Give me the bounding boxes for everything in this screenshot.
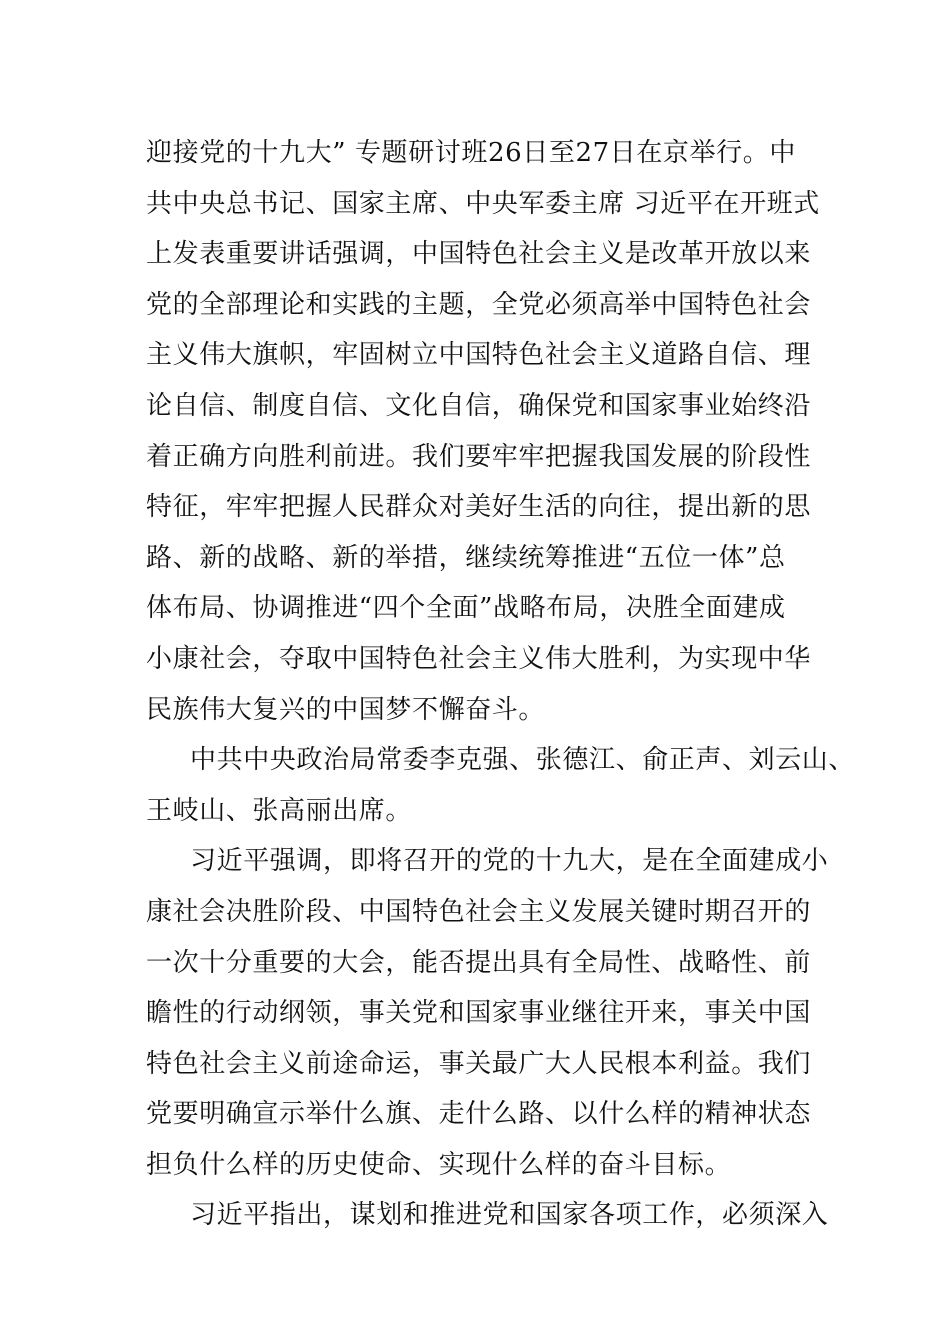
text-line: 论自信、制度自信、文化自信，确保党和国家事业始终沿 — [146, 390, 812, 421]
document-body — [146, 128, 856, 1241]
text-line: 体布局、协调推进“四个全面”战略布局，决胜全面建成 — [146, 593, 786, 624]
text-line: 着正确方向胜利前进。我们要牢牢把握我国发展的阶段性 — [146, 441, 812, 472]
text-line: 担负什么样的历史使命、实现什么样的奋斗目标。 — [146, 1149, 732, 1180]
text-line: 小康社会，夺取中国特色社会主义伟大胜利，为实现中华 — [146, 643, 812, 674]
text-line: 一次十分重要的大会，能否提出具有全局性、战略性、前 — [146, 947, 812, 978]
text-line: 迎接党的十九大” 专题研讨班26日至27日在京举行。中 — [146, 138, 796, 168]
text-line: 习近平指出，谋划和推进党和国家各项工作，必须深入 — [190, 1200, 829, 1231]
text-line: 习近平强调，即将召开的党的十九大，是在全面建成小 — [190, 846, 829, 877]
text-line: 特色社会主义前途命运，事关最广大人民根本利益。我们 — [146, 1048, 812, 1079]
text-line: 路、新的战略、新的举措，继续统筹推进“五位一体”总 — [146, 542, 786, 573]
text-line: 王岐山、张高丽出席。 — [146, 795, 413, 826]
text-line: 民族伟大复兴的中国梦不懈奋斗。 — [146, 694, 546, 725]
text-line: 康社会决胜阶段、中国特色社会主义发展关键时期召开的 — [146, 896, 812, 927]
text-line: 中共中央政治局常委李克强、张德江、俞正声、刘云山、 — [190, 745, 856, 776]
text-line: 瞻性的行动纲领，事关党和国家事业继往开来，事关中国 — [146, 998, 812, 1029]
text-line: 特征，牢牢把握人民群众对美好生活的向往，提出新的思 — [146, 492, 812, 523]
text-line: 上发表重要讲话强调，中国特色社会主义是改革开放以来 — [146, 239, 812, 270]
text-line: 党的全部理论和实践的主题，全党必须高举中国特色社会 — [146, 289, 812, 320]
text-line: 党要明确宣示举什么旗、走什么路、以什么样的精神状态 — [146, 1099, 812, 1130]
text-line: 共中央总书记、国家主席、中央军委主席 习近平在开班式 — [146, 188, 820, 219]
text-line: 主义伟大旗帜，牢固树立中国特色社会主义道路自信、理 — [146, 340, 812, 371]
